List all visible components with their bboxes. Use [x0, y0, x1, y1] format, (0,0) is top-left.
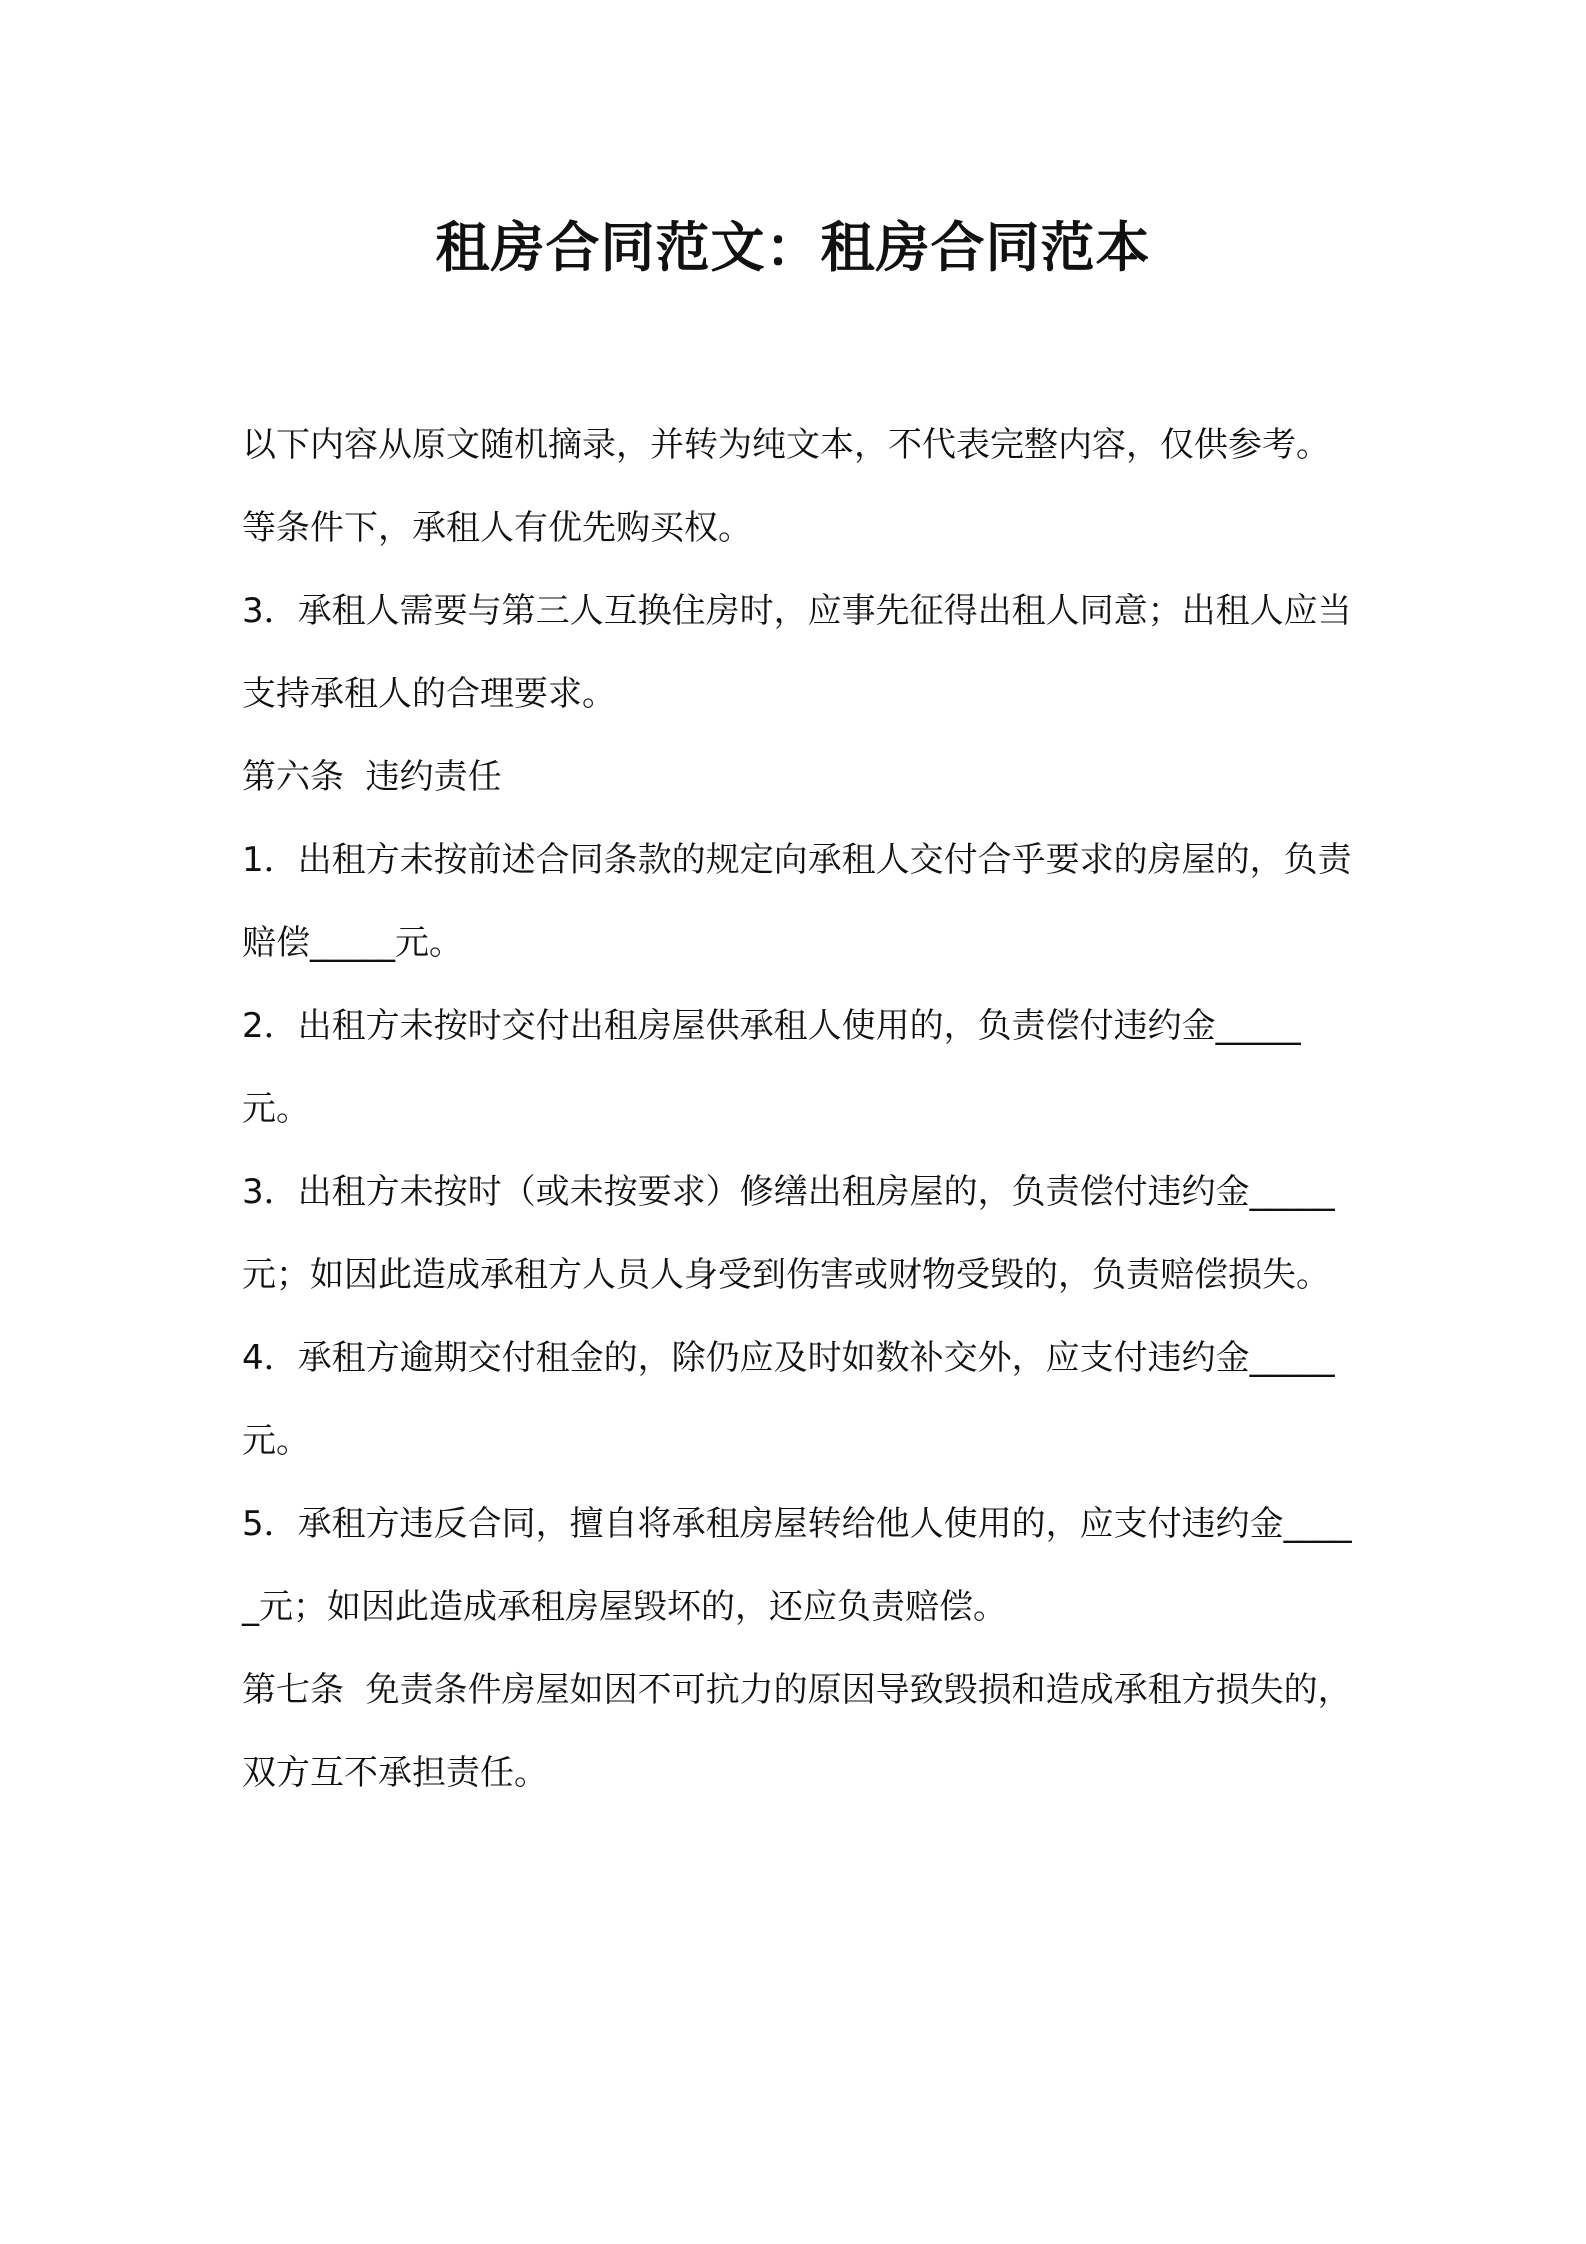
document-body — [242, 404, 1362, 1815]
document-title: 租房合同范文：租房合同范本 — [435, 216, 1151, 279]
section-heading: 第七条 免责条件房屋如因不可抗力的原因导致毁损和造成承租方损失的，双方互不承担责任。 — [242, 1670, 1352, 1793]
section-heading: 第六条 违约责任 — [242, 757, 502, 797]
paragraph: 3．承租人需要与第三人互换住房时，应事先征得出租人同意；出租人应当支持承租人的合理要求。 — [242, 591, 1352, 714]
paragraph: 4．承租方逾期交付租金的，除仍应及时如数补交外，应支付违约金_____元。 — [242, 1338, 1335, 1461]
paragraph: 1．出租方未按前述合同条款的规定向承租人交付合乎要求的房屋的，负责赔偿_____元。 — [242, 840, 1352, 963]
paragraph: 2．出租方未按时交付出租房屋供承租人使用的，负责偿付违约金_____元。 — [242, 1006, 1301, 1129]
paragraph: 等条件下，承租人有优先购买权。 — [242, 508, 752, 548]
paragraph-intro: 以下内容从原文随机摘录，并转为纯文本，不代表完整内容，仅供参考。 — [242, 425, 1330, 465]
paragraph: 3．出租方未按时（或未按要求）修缮出租房屋的，负责偿付违约金_____元；如因此造成承租方人员人身受到伤害或财物受毁的，负责赔偿损失。 — [242, 1172, 1335, 1295]
paragraph: 5．承租方违反合同，擅自将承租房屋转给他人使用的，应支付违约金_____元；如因此造成承租房屋毁坏的，还应负责赔偿。 — [242, 1504, 1352, 1627]
